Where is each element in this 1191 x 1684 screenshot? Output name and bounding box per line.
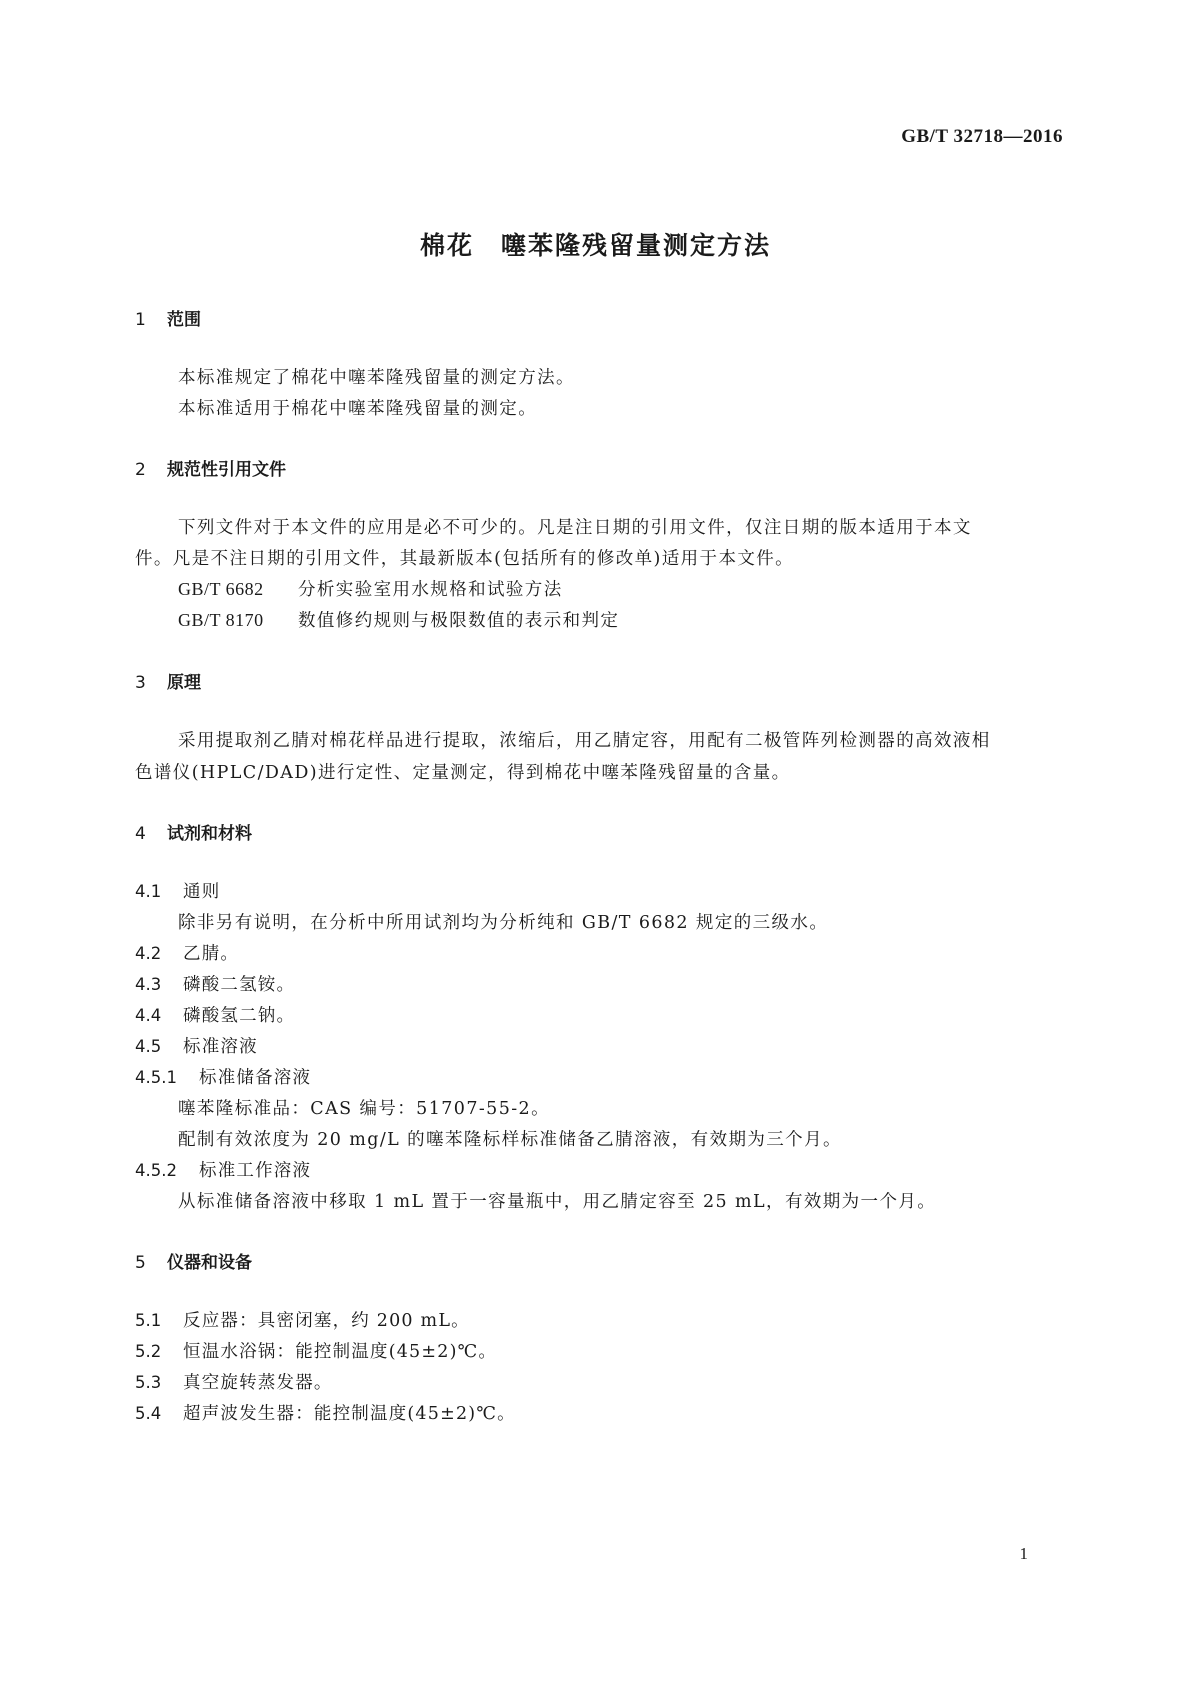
section-title: 试剂和材料 [167,824,252,844]
clause-text: 标准溶液 [183,1037,258,1057]
clause-number: 4.5 [135,1037,162,1056]
section-title: 规范性引用文件 [167,460,286,480]
clause-number: 5.3 [135,1373,162,1392]
clause-text: 磷酸二氢铵。 [183,975,296,995]
clause-text: 真空旋转蒸发器。 [183,1373,333,1393]
section-number: 4 [135,824,146,844]
clause-text: 磷酸氢二钠。 [183,1006,296,1026]
clause-4-1 [135,878,220,903]
section-heading-reagents [135,819,252,844]
section-title: 范围 [167,310,201,330]
clause-number: 4.1 [135,882,162,901]
section-title: 仪器和设备 [167,1253,252,1273]
section-heading-apparatus [135,1248,252,1273]
clause-4-4 [135,1002,295,1027]
clause-number: 5.1 [135,1311,162,1330]
clause-number: 5.2 [135,1342,162,1361]
paragraph-line: 下列文件对于本文件的应用是必不可少的。凡是注日期的引用文件，仅注日期的版本适用于本文 [178,518,972,538]
clause-number: 4.5.1 [135,1068,177,1087]
section-number: 2 [135,460,146,480]
clause-text: 反应器：具密闭塞，约 200 mL。 [183,1311,470,1331]
clause-number: 5.4 [135,1404,162,1423]
paragraph-line: 色谱仪(HPLC/DAD)进行定性、定量测定，得到棉花中噻苯隆残留量的含量。 [135,763,791,783]
section-number: 5 [135,1253,146,1273]
clause-4-5-1 [135,1064,311,1089]
paragraph-line: 件。凡是不注日期的引用文件，其最新版本(包括所有的修改单)适用于本文件。 [135,549,795,569]
section-heading-scope [135,305,201,330]
clause-number: 4.5.2 [135,1161,177,1180]
clause-number: 4.4 [135,1006,162,1025]
page-number: 1 [1019,1544,1028,1563]
paragraph: 本标准适用于棉花中噻苯隆残留量的测定。 [178,399,538,419]
reference-title: 分析实验室用水规格和试验方法 [298,580,563,600]
reference-code: GB/T 8170 [178,610,264,630]
clause-number: 4.3 [135,975,162,994]
reference-title: 数值修约规则与极限数值的表示和判定 [298,611,620,631]
section-number: 3 [135,673,146,693]
clause-body: 配制有效浓度为 20 mg/L 的噻苯隆标样标准储备乙腈溶液，有效期为三个月。 [178,1130,842,1150]
reference-item [178,607,619,632]
clause-text: 标准工作溶液 [199,1161,312,1181]
clause-text: 标准储备溶液 [199,1068,312,1088]
clause-text: 超声波发生器：能控制温度(45±2)℃。 [183,1404,516,1424]
clause-text: 恒温水浴锅：能控制温度(45±2)℃。 [183,1342,498,1362]
clause-5-2 [135,1338,497,1363]
reference-code: GB/T 6682 [178,579,264,599]
clause-5-1 [135,1307,470,1332]
clause-text: 乙腈。 [183,944,240,964]
paragraph-line: 采用提取剂乙腈对棉花样品进行提取，浓缩后，用乙腈定容，用配有二极管阵列检测器的高效液相 [178,731,991,751]
document-title: 棉花 噻苯隆残留量测定方法 [419,231,771,260]
section-heading-principle [135,668,201,693]
clause-body: 噻苯隆标准品：CAS 编号：51707-55-2。 [178,1099,550,1119]
section-number: 1 [135,310,146,330]
clause-4-2 [135,940,239,965]
clause-number: 4.2 [135,944,162,963]
clause-5-4 [135,1400,516,1425]
clause-body: 除非另有说明，在分析中所用试剂均为分析纯和 GB/T 6682 规定的三级水。 [178,913,829,933]
clause-4-5 [135,1033,258,1058]
standard-number: GB/T 32718—2016 [901,126,1063,147]
reference-item [178,576,563,601]
paragraph: 本标准规定了棉花中噻苯隆残留量的测定方法。 [178,368,575,388]
clause-4-3 [135,971,295,996]
section-heading-normative-references [135,455,286,480]
section-title: 原理 [167,673,201,693]
clause-text: 通则 [183,882,221,902]
clause-body: 从标准储备溶液中移取 1 mL 置于一容量瓶中，用乙腈定容至 25 mL，有效期为一个月。 [178,1192,937,1212]
clause-5-3 [135,1369,333,1394]
clause-4-5-2 [135,1157,311,1182]
